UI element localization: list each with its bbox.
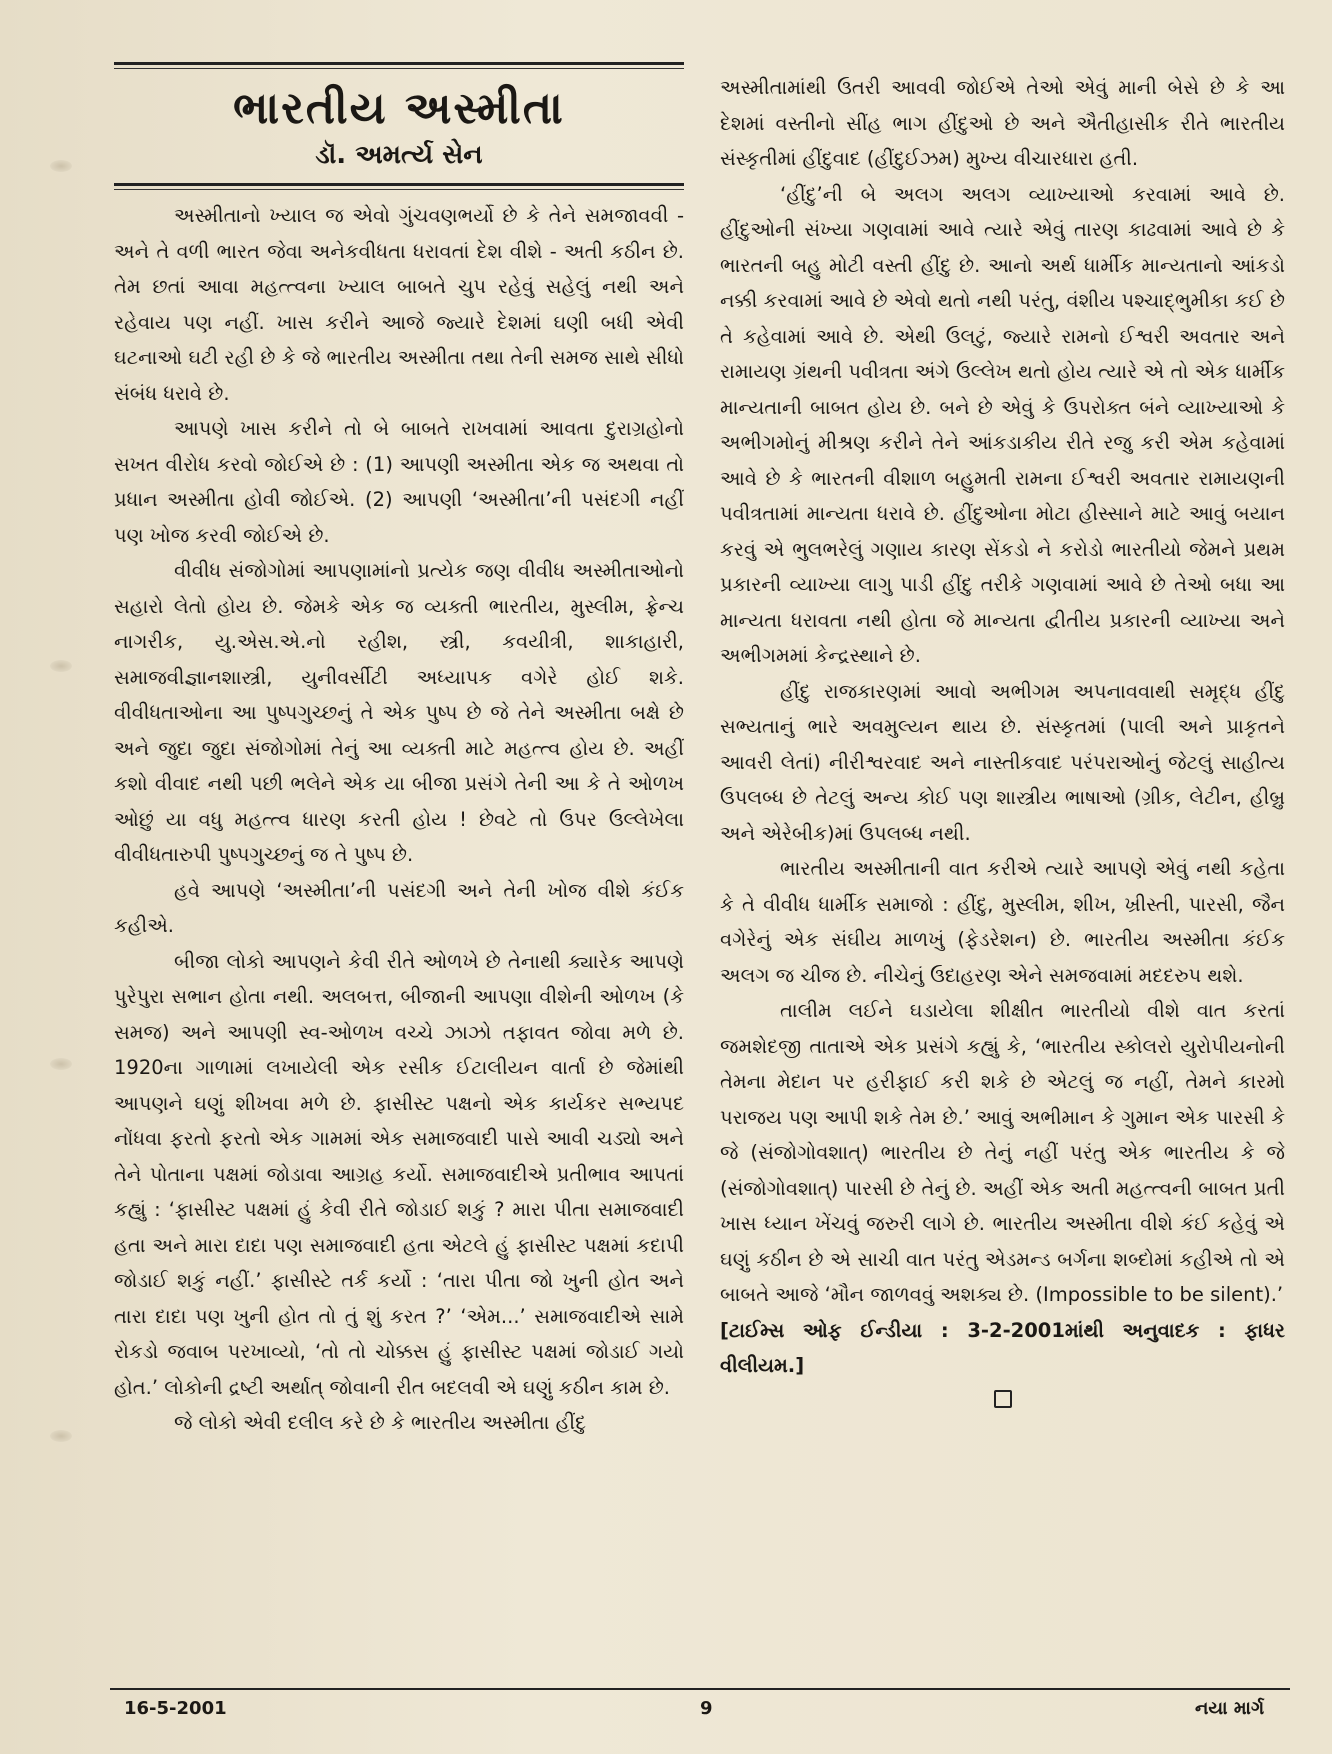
top-rule [114,62,684,65]
source-credit: [ટાઈમ્સ ઓફ ઈન્ડીયા : 3-2-2001માંથી અનુવાદક : ફાધર વીલીયમ.] [720,1318,1285,1377]
footer-date: 16-5-2001 [124,1698,227,1719]
article-author: ડૉ. અમર્ત્ય સેન [315,140,483,170]
publication-name: નયા માર્ગ [1195,1698,1265,1719]
paragraph: બીજા લોકો આપણને કેવી રીતે ઓળખે છે તેનાથી ક્યારેક આપણે પુરેપુરા સભાન હોતા નથી. અલબત્ત, બીજાની આપણા વીશેની ઓળખ (કે સમજ) અને આપણી સ્વ-ઓળખ વચ્ચે ઝાઝો તફાવત જોવા મળે છે. 1920ના ગાળામાં લખાયેલી એક રસીક ઈટાલીયન વાર્તા છે જેમાંથી આપણને ઘણું શીખવા મળે છે. ફાસીસ્ટ પક્ષનો એક કાર્યકર સભ્યપદ નોંધવા ફરતો ફરતો એક ગામમાં એક સમાજવાદી પાસે આવી ચડ્યો અને તેને પોતાના પક્ષમાં જોડાવા આગ્રહ કર્યો. સમાજવાદીએ પ્રતીભાવ આપતાં કહ્યું : ‘ફાસીસ્ટ પક્ષમાં હું કેવી રીતે જોડાઈ શકું ? મારા પીતા સમાજવાદી હતા અને મારા દાદા પણ સમાજવાદી હતા એટલે હું ફાસીસ્ટ પક્ષમાં કદાપી જોડાઈ શકું નહીં.’ ફાસીસ્ટે તર્ક કર્યો : ‘તારા પીતા જો ખુની હોત અને તારા દાદા પણ ખુની હોત તો તું શું કરત ?’ ‘એમ...’ સમાજવાદીએ સામે રોકડો જવાબ પરખાવ્યો, ‘તો તો ચોક્કસ હું ફાસીસ્ટ પક્ષમાં જોડાઈ ગયો હોત.’ લોકોની દ્રષ્ટી અર્થાત્ જોવાની રીત બદલવી એ ઘણું કઠીન કામ છે. [114,949,684,1399]
article-title: ભારતીય અસ્મીતા [233,83,565,134]
paragraph: અસ્મીતાનો ખ્યાલ જ એવો ગુંચવણભર્યો છે કે તેને સમજાવવી - અને તે વળી ભારત જેવા અનેકવીધતા ધરાવતાં દેશ વીશે - અતી કઠીન છે. તેમ છતાં આવા મહત્ત્વના ખ્યાલ બાબતે ચુપ રહેવું સહેલું નથી અને રહેવાય પણ નહીં. ખાસ કરીને આજે જ્યારે દેશમાં ઘણી બધી એવી ઘટનાઓ ઘટી રહી છે કે જે ભારતીય અસ્મીતા તથા તેની સમજ સાથે સીધો સંબંધ ધરાવે છે. [114,204,684,405]
end-of-article-mark [994,1390,1012,1408]
paragraph: હવે આપણે ‘અસ્મીતા’ની પસંદગી અને તેની ખોજ વીશે કંઈક કહીએ. [114,878,684,937]
left-body [114,198,684,1441]
paragraph: હીંદુ રાજકારણમાં આવો અભીગમ અપનાવવાથી સમૃદ્ધ હીંદુ સભ્યતાનું ભારે અવમુલ્યન થાય છે. સંસ્કૃતમાં (પાલી અને પ્રાકૃતને આવરી લેતાં) નીરીશ્વરવાદ અને નાસ્તીકવાદ પરંપરાઓનું જેટલું સાહીત્ય ઉપલબ્ધ છે તેટલું અન્ય કોઈ પણ શાસ્ત્રીય ભાષાઓ (ગ્રીક, લેટીન, હીબ્રુ અને એરેબીક)માં ઉપલબ્ધ નથી. [720,679,1285,845]
right-body [720,70,1285,1384]
paragraph-continuation: અસ્મીતામાંથી ઉતરી આવવી જોઈએ તેઓ એવું માની બેસે છે કે આ દેશમાં વસ્તીનો સીંહ ભાગ હીંદુઓ છે અને ઐતીહાસીક રીતે ભારતીય સંસ્કૃતીમાં હીંદુવાદ (હીંદુઈઝમ) મુખ્ય વીચારધારા હતી. [720,76,1285,170]
punch-hole-mark [50,1430,72,1442]
paragraph: ભારતીય અસ્મીતાની વાત કરીએ ત્યારે આપણે એવું નથી કહેતા કે તે વીવીધ ધાર્મીક સમાજો : હીંદુ, મુસ્લીમ, શીખ, ખ્રીસ્તી, પારસી, જૈન વગેરેનું એક સંઘીય માળખું (ફેડરેશન) છે. ભારતીય અસ્મીતા કંઈક અલગ જ ચીજ છે. નીચેનું ઉદાહરણ એને સમજવામાં મદદરુપ થશે. [720,857,1285,987]
top-rule-thin [114,68,684,69]
punch-hole-mark [50,160,72,172]
paragraph: તાલીમ લઈને ઘડાયેલા શીક્ષીત ભારતીયો વીશે વાત કરતાં જમશેદજી તાતાએ એક પ્રસંગે કહ્યું કે, ‘ભારતીય સ્કોલરો યુરોપીયનોની તેમના મેદાન પર હરીફાઈ કરી શકે છે એટલું જ નહીં, તેમને કારમો પરાજય પણ આપી શકે તેમ છે.’ આવું અભીમાન કે ગુમાન એક પારસી કે જે (સંજોગોવશાત્) ભારતીય છે તેનું નહીં પરંતુ એક ભારતીય કે જે (સંજોગોવશાત્) પારસી છે તેનું છે. અહીં એક અતી મહત્ત્વની બાબત પ્રતી ખાસ ધ્યાન ખેંચવું જરુરી લાગે છે. ભારતીય અસ્મીતા વીશે કંઈ કહેવું એ ઘણું કઠીન છે એ સાચી વાત પરંતુ એડમન્ડ બર્ગના શબ્દોમાં કહીએ તો એ બાબતે આજે ‘મૌન જાળવવું અશક્ય છે. (Impossible to be silent).’ [720,999,1285,1306]
paragraph: જે લોકો એવી દલીલ કરે છે કે ભારતીય અસ્મીતા હીંદુ [174,1411,586,1434]
left-column [114,62,684,1441]
footer-rule [110,1688,1290,1690]
punch-hole-mark [50,1058,72,1070]
punch-hole-mark [50,660,72,672]
page-number: 9 [700,1698,713,1719]
paragraph: વીવીધ સંજોગોમાં આપણામાંનો પ્રત્યેક જણ વીવીધ અસ્મીતાઓનો સહારો લેતો હોય છે. જેમકે એક જ વ્યક્તી ભારતીય, મુસ્લીમ, ફ્રેન્ચ નાગરીક, યુ.એસ.એ.નો રહીશ, સ્ત્રી, કવયીત્રી, શાકાહારી, સમાજવીજ્ઞાનશાસ્ત્રી, યુનીવર્સીટી અધ્યાપક વગેરે હોઈ શકે. વીવીધતાઓના આ પુષ્પગુચ્છનું તે એક પુષ્પ છે જે તેને અસ્મીતા બક્ષે છે અને જુદા જુદા સંજોગોમાં તેનું આ વ્યક્તી માટે મહત્ત્વ હોય છે. અહીં કશો વીવાદ નથી પછી ભલેને એક યા બીજા પ્રસંગે તેની આ કે તે ઓળખ ઓછું યા વધુ મહત્ત્વ ધારણ કરતી હોય ! છેવટે તો ઉપર ઉલ્લેખેલા વીવીધતારુપી પુષ્પગુચ્છનું જ તે પુષ્પ છે. [114,559,684,866]
paragraph: આપણે ખાસ કરીને તો બે બાબતે રાખવામાં આવતા દુરાગ્રહોનો સખત વીરોધ કરવો જોઈએ છે : (1) આપણી અસ્મીતા એક જ અથવા તો પ્રધાન અસ્મીતા હોવી જોઈએ. (2) આપણી ‘અસ્મીતા’ની પસંદગી નહીં પણ ખોજ કરવી જોઈએ છે. [114,417,684,547]
author-rule-thin [114,189,684,190]
right-column [720,70,1285,1408]
paragraph: ‘હીંદુ’ની બે અલગ અલગ વ્યાખ્યાઓ કરવામાં આવે છે. હીંદુઓની સંખ્યા ગણવામાં આવે ત્યારે એવું તારણ કાઢવામાં આવે છે કે ભારતની બહુ મોટી વસ્તી હીંદુ છે. આનો અર્થ ધાર્મીક માન્યતાનો આંકડો નક્કી કરવામાં આવે છે એવો થતો નથી પરંતુ, વંશીય પશ્ચાદ્ભુમીકા કઈ છે તે કહેવામાં આવે છે. એથી ઉલટું, જ્યારે રામનો ઈશ્વરી અવતાર અને રામાયણ ગ્રંથની પવીત્રતા અંગે ઉલ્લેખ થતો હોય ત્યારે એ તો એક ધાર્મીક માન્યતાની બાબત હોય છે. બને છે એવું કે ઉપરોક્ત બંને વ્યાખ્યાઓ કે અભીગમોનું મીશ્રણ કરીને તેને આંકડાકીય રીતે રજુ કરી એમ કહેવામાં આવે છે કે ભારતની વીશાળ બહુમતી રામના ઈશ્વરી અવતાર રામાયણની પવીત્રતામાં માન્યતા ધરાવે છે. હીંદુઓના મોટા હીસ્સાને માટે આવું બયાન કરવું એ ભુલભરેલું ગણાય કારણ સેંકડો ને કરોડો ભારતીયો જેમને પ્રથમ પ્રકારની વ્યાખ્યા લાગુ પાડી હીંદુ તરીકે ગણવામાં આવે છે તેઓ બધા આ માન્યતા ધરાવતા નથી હોતા જે માન્યતા દ્વીતીય પ્રકારની વ્યાખ્યા અને અભીગમમાં કેન્દ્રસ્થાને છે. [720,182,1285,667]
author-rule [114,183,684,186]
